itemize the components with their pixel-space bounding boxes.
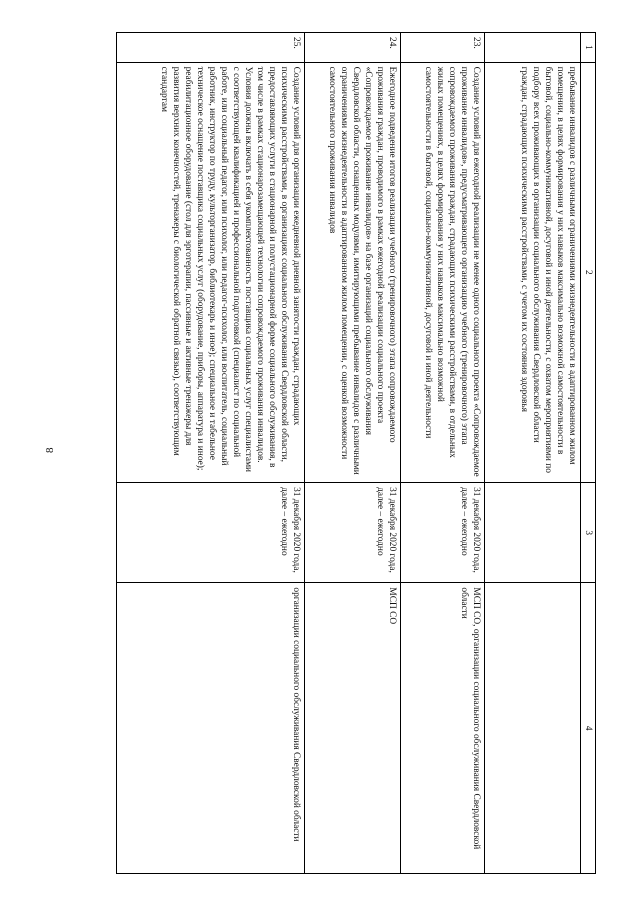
column-header: 1 — [581, 33, 596, 63]
row-number — [485, 33, 581, 63]
table-header-row — [581, 33, 596, 874]
row-description: Создание условий для организации ежедневной дневной занятости граждан, страдающих психическими расстройствами, в организациях социального обслуживания Свердловской области, предоставляющих услуги в стационарной и полустационарной форме социального обслуживания, в том числе в рамках стационарозамещающей технологии сопровождаемого проживания инвалидов. Условия должны включать в себя укомплектованность поставщика социальных услуг специалистами с соответствующей квалификацией и профессиональной подготовкой (специалист по социальной работе, или социальный педагог, или психолог, или педагог-психолог, или воспитатель, социальный работник, инструктор по труду, культорганизатор, библиотекарь и иное); специальное и табельное техническое оснащение поставщика социальных услуг (оборудование, приборы, аппаратура и иное); реабилитационное оборудование (стол для эрготерапии, пассивные и активные тренажеры для развития верхних конечностей, тренажеры с биологической обратной связью), соответствующим стандартам — [117, 62, 305, 482]
row-deadline: 31 декабря 2020 года, далее – ежегодно — [401, 483, 485, 583]
row-responsible: МСП СО — [305, 583, 401, 874]
measures-table — [116, 32, 596, 874]
row-description: пребывание инвалидов с различными ограничениями жизнедеятельности в адаптированном жилом помещении, в целях формирования у них навыков максимально возможной самостоятельности в бытовой, социально-коммуникативной, досуговой и иной деятельности, с охватом мероприятиями по подбору всех проживающих в организации социального обслуживания Свердловской области граждан, страдающих психическими расстройствами, с учетом их состояния здоровья — [485, 62, 581, 482]
table-row — [401, 33, 485, 874]
column-header: 4 — [581, 583, 596, 874]
column-header: 2 — [581, 62, 596, 482]
row-number: 23. — [401, 33, 485, 63]
row-deadline: 31 декабря 2020 года, далее – ежегодно — [117, 483, 305, 583]
page-number: 8 — [44, 447, 56, 453]
row-responsible — [485, 583, 581, 874]
row-description: Ежегодное подведение итогов реализации учебного (тренировочного) этапа сопровождаемого проживания граждан, проводимого в рамках ежегодной реализации социального проекта «Сопровождаемое проживание инвалидов» на базе организаций социального обслуживания Свердловской области, оснащенных модулями, имитирующими пребывание инвалидов с различными ограничениями жизнедеятельности в адаптированном жилом помещении, с оценкой возможности самостоятельного проживания инвалидов — [305, 62, 401, 482]
row-number: 25. — [117, 33, 305, 63]
row-responsible: МСП СО, организации социального обслуживания Свердловской области — [401, 583, 485, 874]
table-row — [305, 33, 401, 874]
row-deadline: 31 декабря 2020 года, далее – ежегодно — [305, 483, 401, 583]
row-responsible: организации социального обслуживания Свердловской области — [117, 583, 305, 874]
table-row — [117, 33, 305, 874]
table-row — [485, 33, 581, 874]
row-number: 24. — [305, 33, 401, 63]
column-header: 3 — [581, 483, 596, 583]
row-description: Создание условий для ежегодной реализации не менее одного социального проекта «Сопровождаемое проживание инвалидов», предусматривающего организацию учебного (тренировочного) этапа сопровождаемого проживания граждан, страдающих психическими расстройствами, в отдельных жилых помещениях, в целях формирования у них навыков максимально возможной самостоятельности в бытовой, социально-коммуникативной, досуговой и иной деятельности — [401, 62, 485, 482]
row-deadline — [485, 483, 581, 583]
rotated-page-content — [86, 32, 596, 874]
